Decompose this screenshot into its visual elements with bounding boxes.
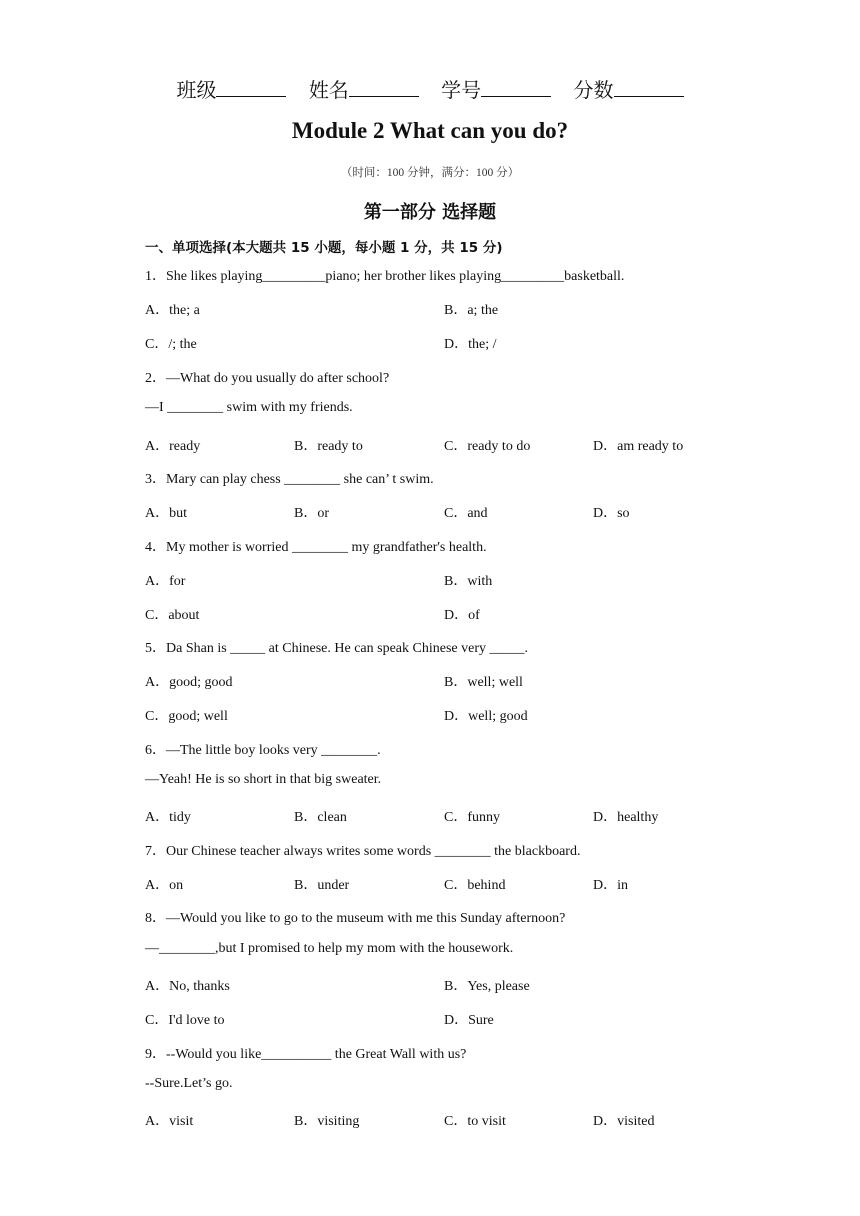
question-2-option-c[interactable]: C．ready to do <box>444 439 531 454</box>
question-8-stem: 8．—Would you like to go to the museum with me this Sunday afternoon? <box>145 911 566 926</box>
question-3-stem: 3．Mary can play chess ________ she can’ t swim. <box>145 472 434 487</box>
question-2-stem: 2．—What do you usually do after school? <box>145 371 390 386</box>
question-4-option-c[interactable]: C．about <box>145 608 200 623</box>
question-6-option-c[interactable]: C．funny <box>444 810 500 825</box>
question-8-option-a[interactable]: A．No, thanks <box>145 979 230 994</box>
question-6-option-d[interactable]: D．healthy <box>593 810 659 825</box>
question-1-option-a[interactable]: A．the; a <box>145 303 200 318</box>
question-5-stem: 5．Da Shan is _____ at Chinese. He can speak Chinese very _____. <box>145 641 528 656</box>
class-blank <box>216 94 286 97</box>
question-2-option-b[interactable]: B．ready to <box>294 439 363 454</box>
part-heading: 第一部分 选择题 <box>363 202 497 223</box>
question-8-option-b[interactable]: B．Yes, please <box>444 979 530 994</box>
question-6-stem: 6．—The little boy looks very ________. <box>145 743 381 758</box>
question-8-option-c[interactable]: C．I'd love to <box>145 1013 225 1028</box>
question-5-option-c[interactable]: C．good; well <box>145 709 228 724</box>
question-7-option-a[interactable]: A．on <box>145 878 184 893</box>
question-4-option-b[interactable]: B．with <box>444 574 493 589</box>
question-7-option-c[interactable]: C．behind <box>444 878 506 893</box>
question-4-option-d[interactable]: D．of <box>444 608 480 623</box>
id-blank <box>481 94 551 97</box>
question-7-option-b[interactable]: B．under <box>294 878 350 893</box>
page-title: Module 2 What can you do? <box>291 118 569 143</box>
question-9-option-c[interactable]: C．to visit <box>444 1114 506 1129</box>
question-3-option-a[interactable]: A．but <box>145 506 187 521</box>
question-1-option-d[interactable]: D．the; / <box>444 337 497 352</box>
question-3-option-d[interactable]: D．so <box>593 506 630 521</box>
name-field <box>309 74 419 103</box>
question-1-option-c[interactable]: C．/; the <box>145 337 197 352</box>
question-4-stem: 4．My mother is worried ________ my grandfather's health. <box>145 540 487 555</box>
id-field <box>441 74 551 103</box>
question-3-option-c[interactable]: C．and <box>444 506 488 521</box>
score-field <box>574 74 684 103</box>
question-7-stem: 7．Our Chinese teacher always writes some words ________ the blackboard. <box>145 844 581 859</box>
question-2-stem-reply: —I ________ swim with my friends. <box>145 400 353 415</box>
section-heading: 一、单项选择(本大题共 15 小题，每小题 1 分，共 15 分) <box>145 240 503 256</box>
question-9-stem-reply: --Sure.Let’s go. <box>145 1076 233 1091</box>
exam-time-info: （时间：100 分钟，满分：100 分） <box>340 167 520 179</box>
question-6-option-a[interactable]: A．tidy <box>145 810 191 825</box>
question-1-option-b[interactable]: B．a; the <box>444 303 499 318</box>
class-field <box>176 74 286 103</box>
question-9-option-b[interactable]: B．visiting <box>294 1114 360 1129</box>
question-3-option-b[interactable]: B．or <box>294 506 329 521</box>
question-4-option-a[interactable]: A．for <box>145 574 186 589</box>
class-label: 班级 <box>176 78 217 102</box>
question-7-option-d[interactable]: D．in <box>593 878 628 893</box>
question-5-option-d[interactable]: D．well; good <box>444 709 528 724</box>
name-label: 姓名 <box>308 78 349 102</box>
question-1-stem: 1．She likes playing_________piano; her brother likes playing_________basketball. <box>145 269 625 284</box>
student-info-header <box>0 74 860 103</box>
question-2-option-a[interactable]: A．ready <box>145 439 201 454</box>
question-5-option-b[interactable]: B．well; well <box>444 675 523 690</box>
question-5-option-a[interactable]: A．good; good <box>145 675 233 690</box>
score-label: 分数 <box>573 78 614 102</box>
name-blank <box>349 94 419 97</box>
question-8-stem-reply: —________,but I promised to help my mom with the housework. <box>145 941 514 956</box>
question-6-stem-reply: —Yeah! He is so short in that big sweater. <box>145 772 382 787</box>
question-9-option-a[interactable]: A．visit <box>145 1114 194 1129</box>
question-8-option-d[interactable]: D．Sure <box>444 1013 494 1028</box>
question-9-stem: 9．--Would you like__________ the Great Wall with us? <box>145 1047 467 1062</box>
score-blank <box>614 94 684 97</box>
question-6-option-b[interactable]: B．clean <box>294 810 347 825</box>
id-label: 学号 <box>441 78 482 102</box>
question-9-option-d[interactable]: D．visited <box>593 1114 655 1129</box>
question-2-option-d[interactable]: D．am ready to <box>593 439 684 454</box>
